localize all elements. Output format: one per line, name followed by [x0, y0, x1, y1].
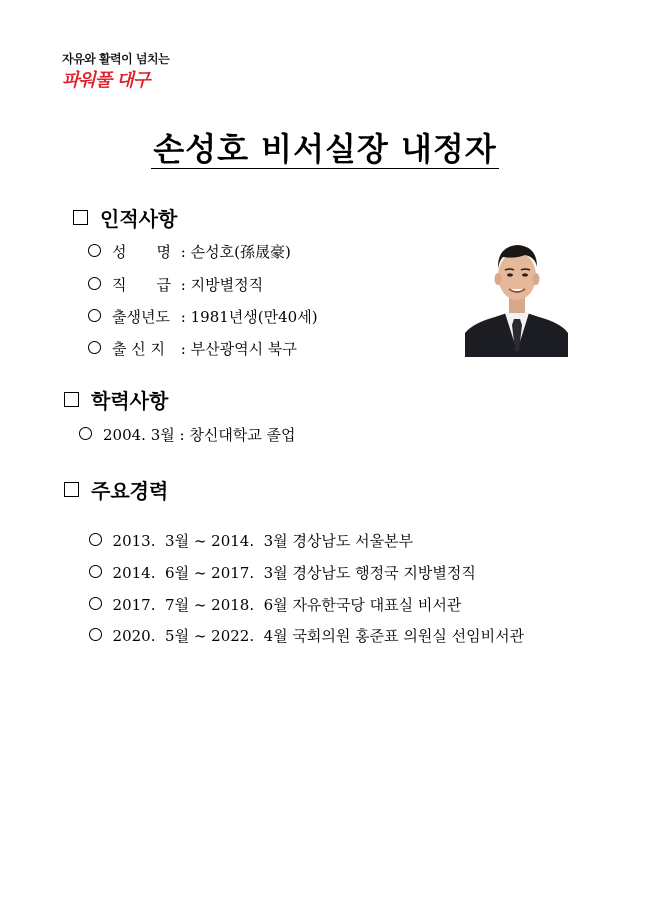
- city-logo: [62, 50, 169, 92]
- education-row: [79, 424, 296, 445]
- career-text: 2017. 7월 ~ 2018. 6월 자유한국당 대표실 비서관: [112, 596, 462, 614]
- personal-sep: :: [180, 340, 186, 358]
- personal-value: 손성호(孫晟豪): [190, 243, 291, 261]
- personal-sep: :: [180, 243, 186, 261]
- section-education-title: 학력사항: [91, 389, 169, 413]
- personal-label: 직 급: [112, 276, 171, 294]
- personal-label: 출생년도: [112, 308, 170, 326]
- career-text: 2020. 5월 ~ 2022. 4월 국회의원 홍준표 의원실 선임비서관: [112, 627, 525, 645]
- career-text: 2013. 3월 ~ 2014. 3월 경상남도 서울본부: [112, 532, 414, 550]
- section-personal-heading: [73, 203, 177, 232]
- circle-bullet-icon: [88, 244, 101, 257]
- education-text: 2004. 3월 : 창신대학교 졸업: [103, 426, 296, 444]
- logo-name: 파워풀 대구: [62, 70, 150, 91]
- checkbox-square-icon: [64, 482, 79, 497]
- checkbox-square-icon: [64, 392, 79, 407]
- personal-value: 1981년생(만40세): [190, 308, 318, 326]
- personal-sep: :: [180, 308, 186, 326]
- personal-label: 성 명: [112, 243, 171, 261]
- personal-sep: :: [180, 276, 186, 294]
- personal-value: 부산광역시 북구: [190, 340, 297, 358]
- personal-value: 지방별정직: [190, 276, 264, 294]
- circle-bullet-icon: [88, 309, 101, 322]
- circle-bullet-icon: [88, 341, 101, 354]
- logo-tagline: 자유와 활력이 넘치는: [62, 52, 170, 66]
- portrait-photo: [465, 233, 568, 357]
- personal-label: 출 신 지: [112, 340, 166, 358]
- document-title-wrap: [0, 124, 650, 170]
- personal-row: [88, 241, 291, 262]
- section-career-heading: [64, 475, 168, 504]
- career-text: 2014. 6월 ~ 2017. 3월 경상남도 행정국 지방별정직: [112, 564, 476, 582]
- personal-row: [88, 306, 318, 327]
- section-personal-title: 인적사항: [100, 207, 178, 231]
- document-title: 손성호 비서실장 내정자: [153, 130, 497, 168]
- personal-row: [88, 274, 263, 295]
- circle-bullet-icon: [89, 628, 102, 641]
- personal-row: [88, 338, 297, 359]
- checkbox-square-icon: [73, 210, 88, 225]
- section-education-heading: [64, 385, 168, 414]
- career-row: [79, 607, 524, 646]
- section-career-title: 주요경력: [91, 479, 169, 503]
- circle-bullet-icon: [79, 427, 92, 440]
- circle-bullet-icon: [88, 277, 101, 290]
